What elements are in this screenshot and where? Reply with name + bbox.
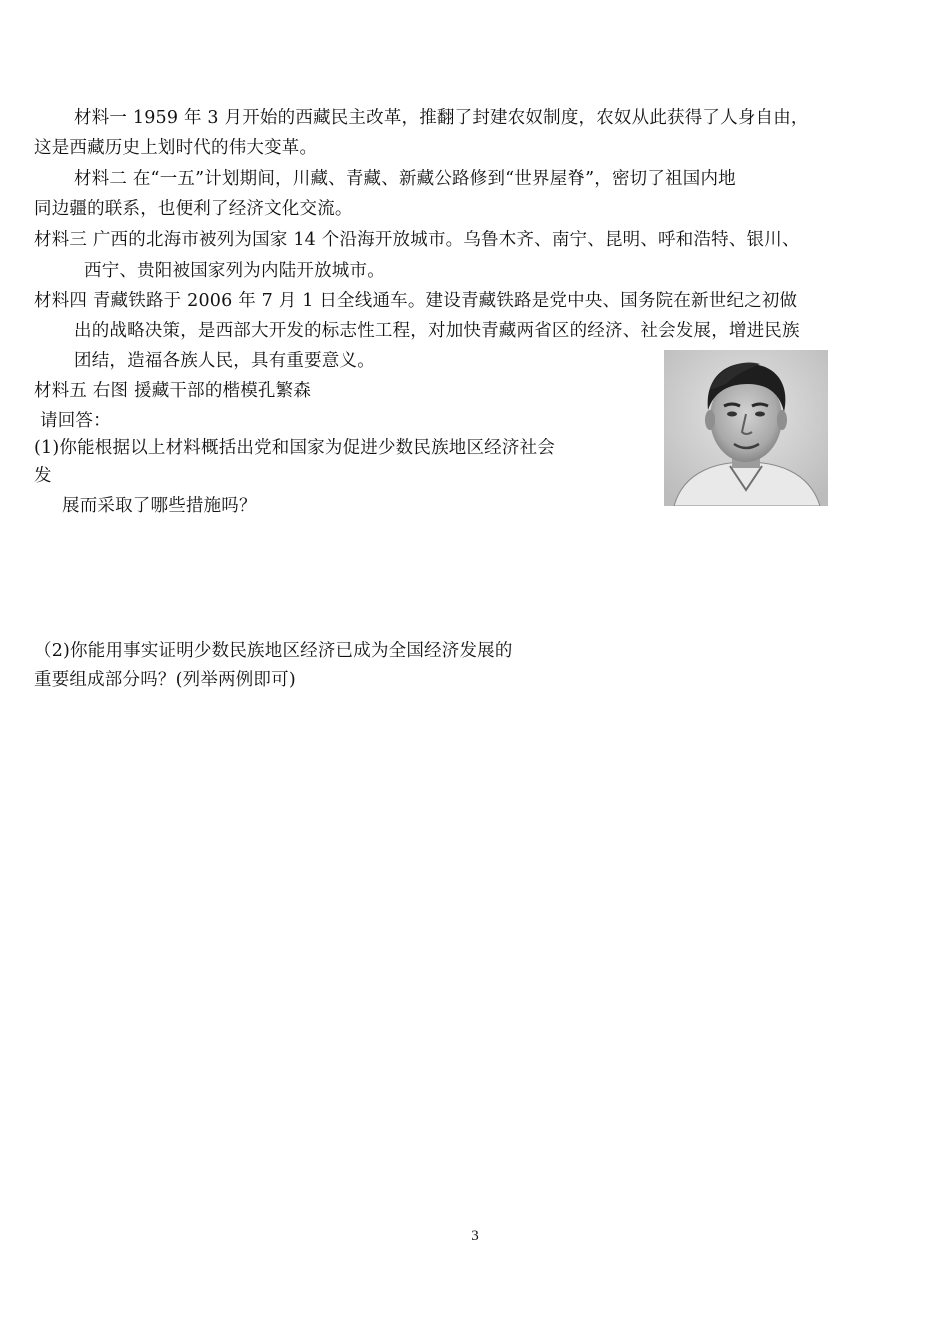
page-number: 3 (471, 1228, 479, 1244)
portrait-illustration (664, 350, 828, 506)
material-4-line-3: 团结，造福各族人民，具有重要意义。 (74, 351, 375, 371)
material-3-line-2: 西宁、贵阳被国家列为内陆开放城市。 (84, 261, 385, 281)
material-1-line-1: 材料一 1959 年 3 月开始的西藏民主改革，推翻了封建农奴制度，农奴从此获得了人身自由， (74, 108, 809, 128)
question-1-line-2: 发 (34, 466, 52, 486)
answer-prompt: 请回答： (40, 411, 111, 431)
material-4-line-2: 出的战略决策，是西部大开发的标志性工程，对加快青藏两省区的经济、社会发展，增进民族 (74, 321, 800, 341)
material-1-line-2: 这是西藏历史上划时代的伟大变革。 (34, 138, 318, 158)
material-2-line-2: 同边疆的联系，也便利了经济文化交流。 (34, 199, 353, 219)
material-2-line-1: 材料二 在“一五”计划期间，川藏、青藏、新藏公路修到“世界屋脊”，密切了祖国内地 (74, 169, 736, 189)
question-1-line-1: (1)你能根据以上材料概括出党和国家为促进少数民族地区经济社会 (34, 438, 555, 458)
question-1-line-3: 展而采取了哪些措施吗？ (62, 496, 257, 516)
material-5-line-1: 材料五 右图 援藏干部的楷模孔繁森 (34, 381, 312, 401)
material-3-line-1: 材料三 广西的北海市被列为国家 14 个沿海开放城市。乌鲁木齐、南宁、昆明、呼和浩特、银川、 (34, 230, 800, 250)
material-4-line-1: 材料四 青藏铁路于 2006 年 7 月 1 日全线通车。建设青藏铁路是党中央、国务院在新世纪之初做 (34, 291, 798, 311)
portrait-photo (664, 350, 828, 506)
question-2-line-1: （2)你能用事实证明少数民族地区经济已成为全国经济发展的 (34, 641, 513, 661)
question-2-line-2: 重要组成部分吗？(列举两例即可) (34, 670, 296, 690)
